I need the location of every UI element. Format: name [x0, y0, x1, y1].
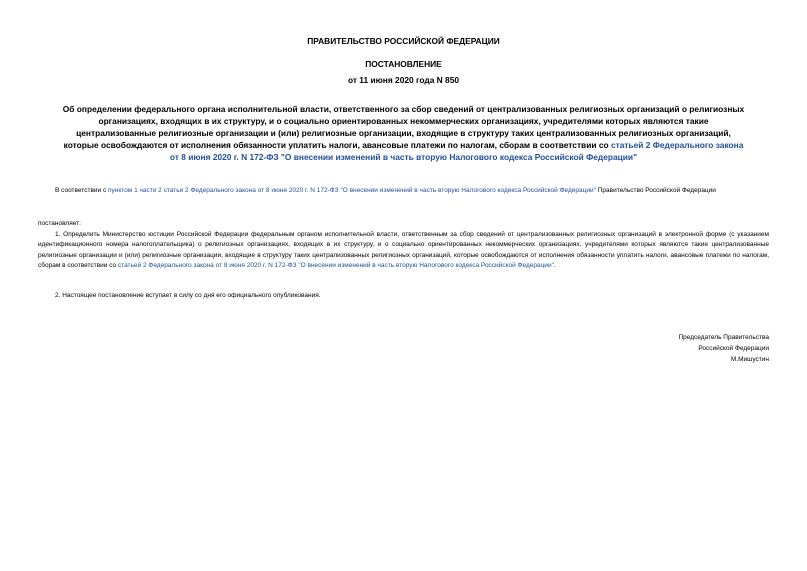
preamble-text-before: В соответствии с — [55, 187, 109, 194]
document-type: ПОСТАНОВЛЕНИЕ — [365, 59, 442, 69]
title-law-link[interactable]: статьей 2 Федерального закона — [610, 140, 744, 150]
item-1-paragraph — [38, 230, 769, 272]
title-line-2: организациях, входящих в их структуру, и о социально ориентированных некоммерческих организациях, учредителями которых являются такие — [98, 116, 709, 126]
issuing-authority: ПРАВИТЕЛЬСТВО РОССИЙСКОЙ ФЕДЕРАЦИИ — [307, 36, 500, 46]
item-1 — [38, 230, 769, 272]
decree-word: постановляет: — [38, 220, 81, 227]
signature-name: М.Мишустин — [730, 356, 769, 363]
item-1-text-after: . — [553, 262, 556, 270]
preamble-paragraph — [38, 186, 769, 196]
title-line-1: Об определении федерального органа исполнительной власти, ответственного за сбор сведений от централизованных религиозных организаций о религиозных — [62, 104, 745, 114]
document-date-number: от 11 июня 2020 года N 850 — [347, 75, 460, 85]
title-line-3: централизованные религиозные организации и (или) религиозные организации, входящие в структуру таких централизованных религиозных организаций, — [76, 128, 731, 138]
signature-position-line-1: Председатель Правительства — [678, 334, 769, 341]
item-1-law-link[interactable]: статьей 2 Федерального закона от 8 июня 2020 г. N 172-ФЗ "О внесении изменений в часть вторую Налогового кодекса Российской Федерации" — [117, 262, 554, 270]
title-line-4 — [30, 139, 777, 151]
item-1-text-before: 1. Определить Министерство юстиции Российской Федерации федеральным органом исполнительной власти, ответственным за сбор сведений от централизованных религиозных организаций в электронной форме (с указанием идентификационного номера налогоплательщика) о религиозных организациях, входящих в их структуру, и о социально ориентированных некоммерческих организациях, учредителями которых являются такие централизованные религиозные организации и (или) религиозные организации, входящие в структуру таких централизованных религиозных организаций, которые освобождаются от исполнения обязанности уплатить налоги, авансовые платежи по налогам, сборам в соответствии со — [38, 231, 769, 270]
preamble-text-after: Правительство Российской Федерации — [595, 187, 716, 194]
signature-block — [569, 332, 769, 365]
decree-word-block — [38, 219, 769, 229]
preamble — [38, 186, 769, 196]
document-title — [30, 103, 777, 163]
title-line-5 — [30, 151, 777, 163]
item-2-paragraph: 2. Настоящее постановление вступает в силу со дня его официального опубликования. — [55, 292, 321, 299]
signature-position-line-2: Российской Федерации — [698, 345, 769, 352]
title-law-link-continued[interactable]: от 8 июня 2020 г. N 172-ФЗ "О внесении изменений в часть вторую Налогового кодекса Российской Федерации" — [169, 152, 638, 162]
item-2 — [38, 291, 769, 301]
title-line-4-text: которые освобождаются от исполнения обязанности уплатить налоги, авансовые платежи по налогам, сборам в соответствии со — [63, 140, 611, 150]
preamble-law-link[interactable]: пунктом 1 части 2 статьи 2 Федерального закона от 8 июня 2020 г. N 172-ФЗ "О внесении изменений в часть вторую Налогового кодекса Российской Федерации" — [108, 187, 596, 194]
